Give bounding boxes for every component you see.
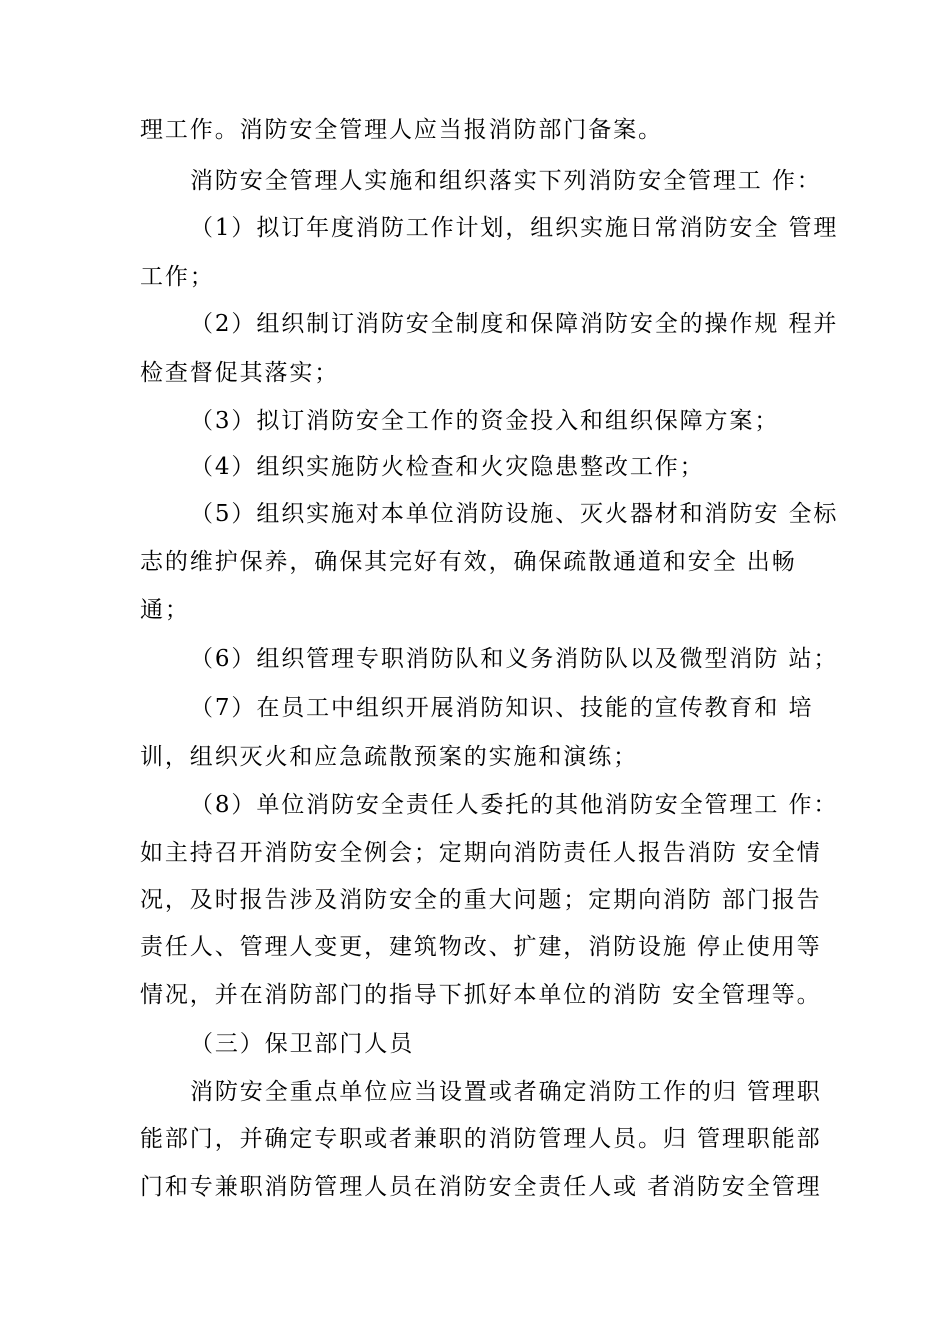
- list-item-2-line: 检查督促其落实；: [140, 360, 340, 386]
- list-item-7-line: 训，组织灭火和应急疏散预案的实施和演练；: [140, 744, 638, 770]
- list-item-2-line: （2）组织制订消防安全制度和保障消防安全的操作规 程并: [190, 311, 839, 337]
- paragraph-line: 门和专兼职消防管理人员在消防安全责任人或 者消防安全管理: [140, 1174, 822, 1200]
- list-item-5-line: （5）组织实施对本单位消防设施、灭火器材和消防安 全标: [190, 501, 839, 527]
- list-item-7-line: （7）在员工中组织开展消防知识、技能的宣传教育和 培: [190, 695, 814, 721]
- list-item-6-line: （6）组织管理专职消防队和义务消防队以及微型消防 站；: [190, 646, 839, 672]
- paragraph-line: 消防安全重点单位应当设置或者确定消防工作的归 管理职: [190, 1079, 822, 1105]
- list-item-8-line: 况，及时报告涉及消防安全的重大问题；定期向消防 部门报告: [140, 887, 822, 913]
- list-item-4-line: （4）组织实施防火检查和火灾隐患整改工作；: [190, 454, 705, 480]
- list-item-8-line: 责任人、管理人变更，建筑物改、扩建，消防设施 停止使用等: [140, 934, 822, 960]
- list-item-5-line: 志的维护保养，确保其完好有效，确保疏散通道和安全 出畅: [140, 549, 797, 575]
- list-item-1-line: 工作；: [140, 264, 215, 290]
- list-item-5-line: 通；: [140, 597, 190, 623]
- list-item-8-line: 情况，并在消防部门的指导下抓好本单位的消防 安全管理等。: [140, 982, 822, 1008]
- paragraph-line: 理工作。消防安全管理人应当报消防部门备案。: [140, 117, 663, 143]
- list-item-1-line: （1）拟订年度消防工作计划，组织实施日常消防安全 管理: [190, 215, 839, 241]
- section-heading: （三）保卫部门人员: [190, 1031, 415, 1057]
- list-item-8-line: 如主持召开消防安全例会；定期向消防责任人报告消防 安全情: [140, 840, 822, 866]
- paragraph-line: 能部门，并确定专职或者兼职的消防管理人员。归 管理职能部: [140, 1126, 822, 1152]
- list-item-8-line: （8）单位消防安全责任人委托的其他消防安全管理工 作：: [190, 792, 839, 818]
- paragraph-line: 消防安全管理人实施和组织落实下列消防安全管理工 作：: [190, 168, 822, 194]
- list-item-3-line: （3）拟订消防安全工作的资金投入和组织保障方案；: [190, 408, 780, 434]
